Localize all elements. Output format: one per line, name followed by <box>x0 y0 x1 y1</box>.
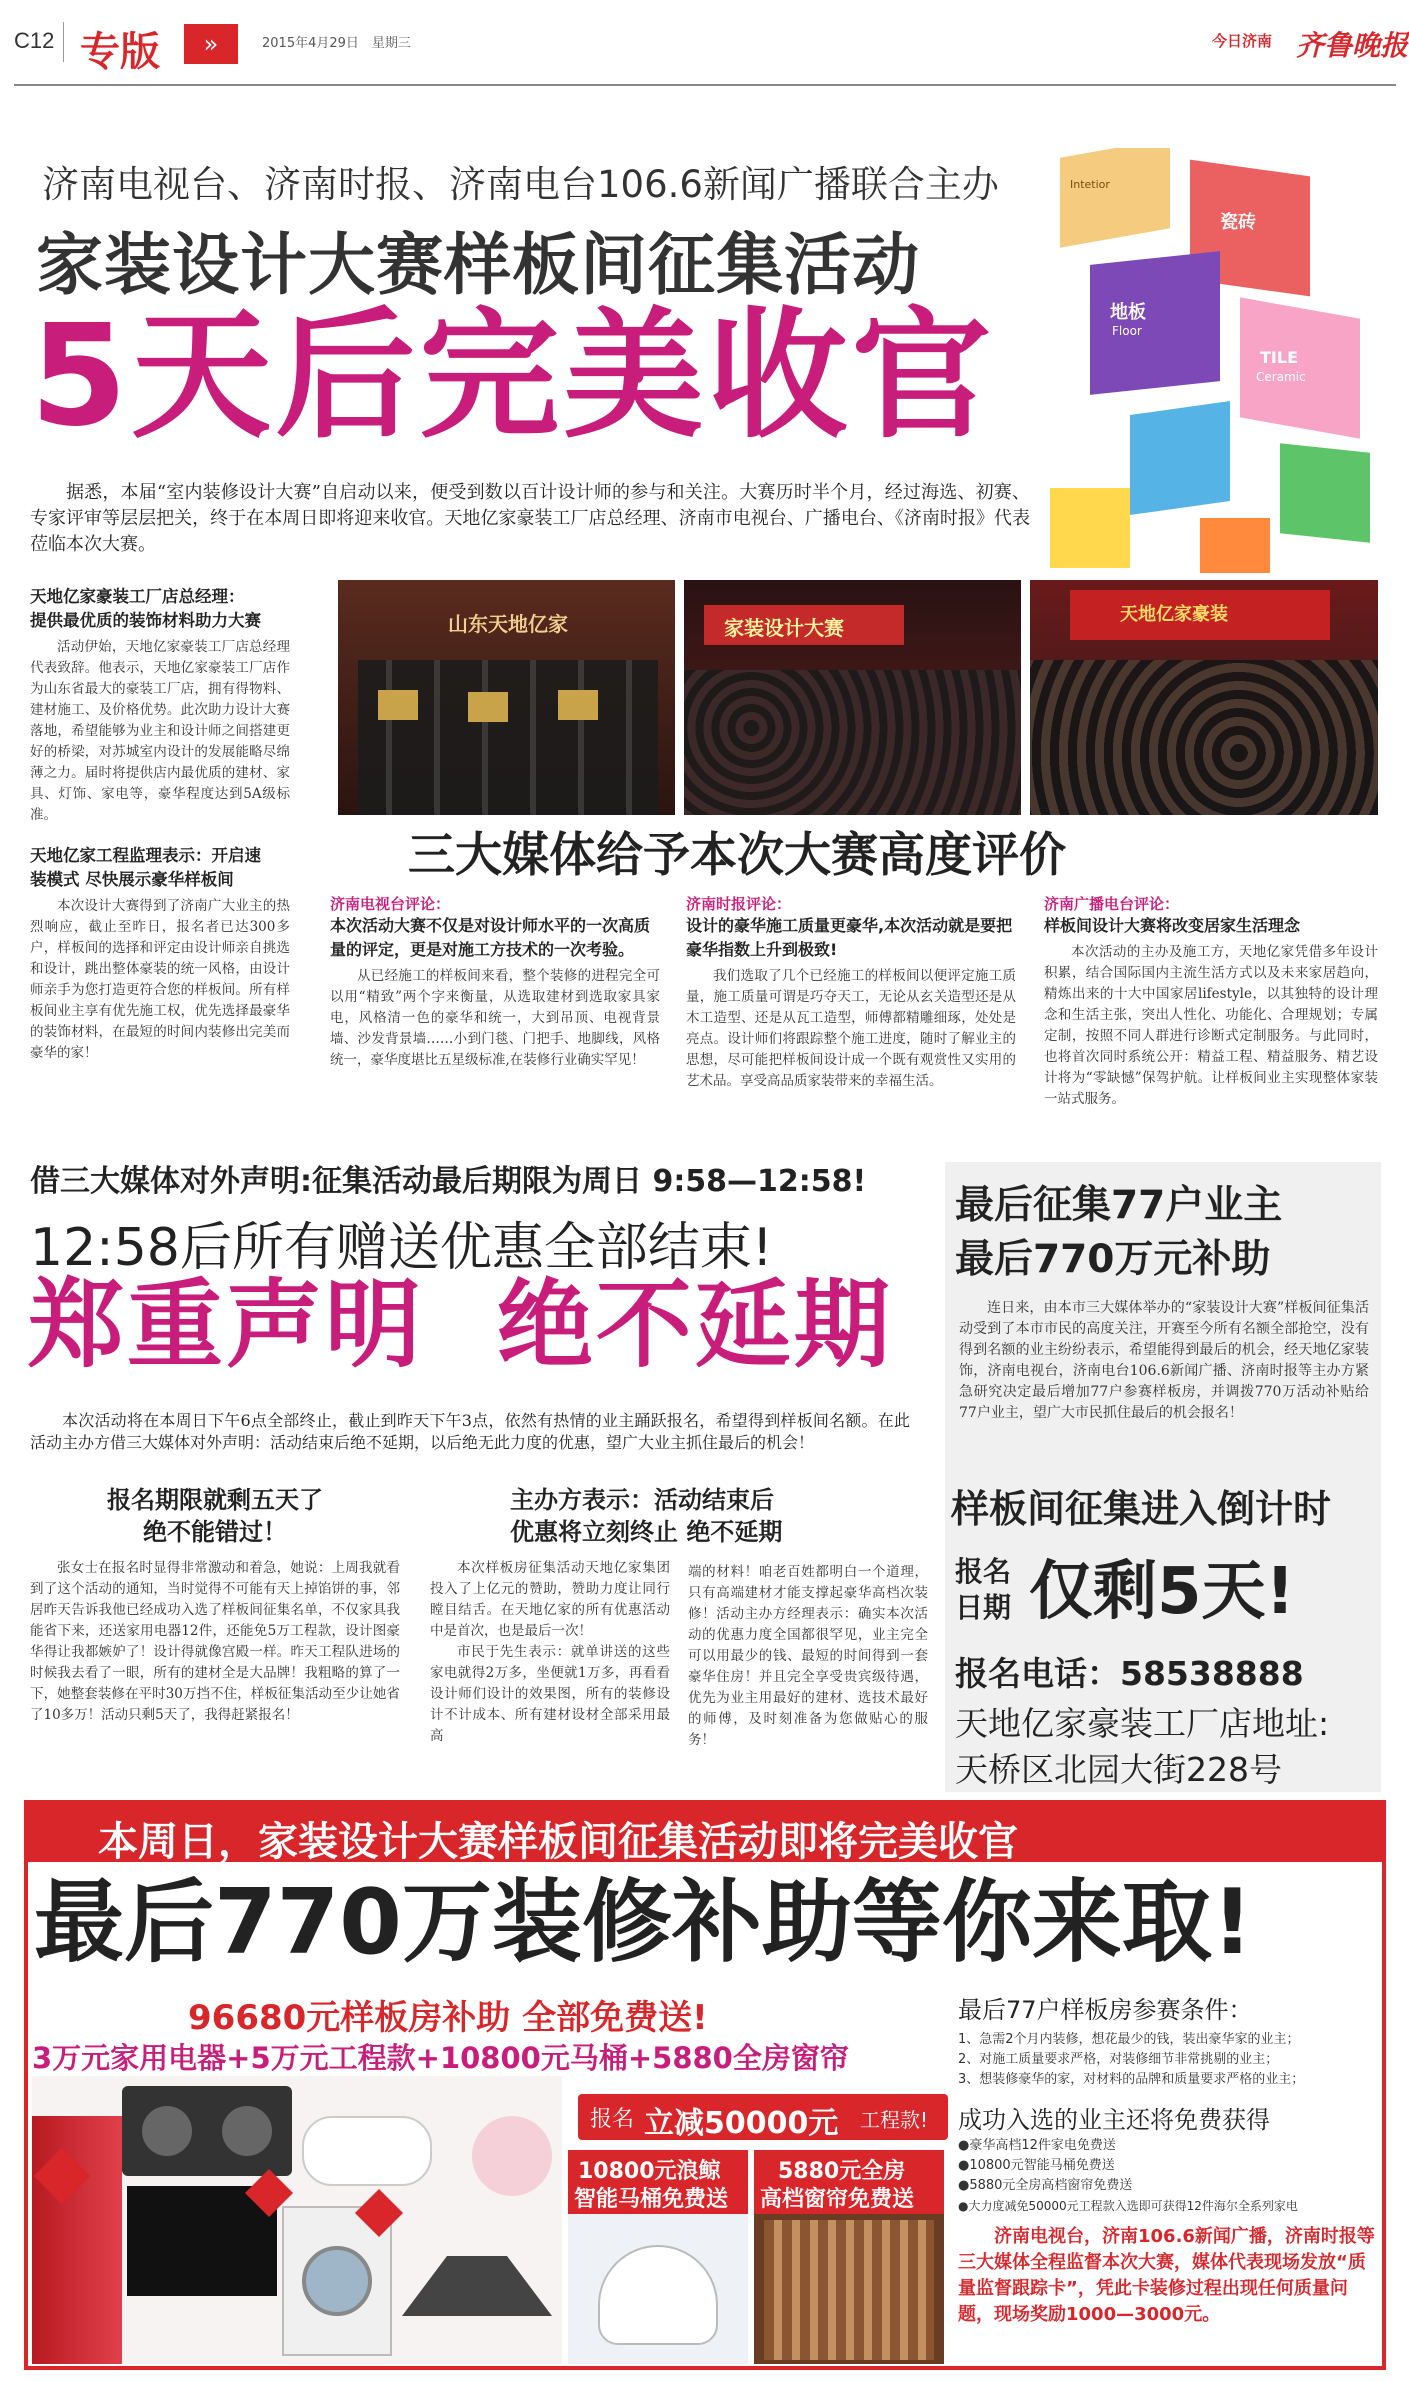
cube-label: TILE <box>1260 348 1298 367</box>
cube-label: Ceramic <box>1256 370 1306 384</box>
cube-label: 地板 <box>1110 302 1146 323</box>
gift-item: ●大力度减免50000元工程款入选即可获得12件海尔全系列家电 <box>958 2199 1298 2213</box>
condition-item: 2、对施工质量要求严格，对装修细节非常挑剔的业主； <box>958 2052 1279 2067</box>
condition-item: 3、想装修豪华的家，对材料的品牌和质量要求严格的业主； <box>958 2072 1305 2087</box>
paper-name: 齐鲁晚报 <box>1296 29 1409 62</box>
date-label-1: 报名 <box>955 1555 1012 1588</box>
cube-label: Intetior <box>1070 178 1110 191</box>
gift-item: ●豪华高档12件家电免费送 <box>958 2138 1116 2153</box>
media-subhead: 设计的豪华施工质量更豪华,本次活动就是要把豪华指数上升到极致! <box>686 916 1013 959</box>
event-photo-ceremony <box>684 580 1021 815</box>
side-body: 连日来，由本市三大媒体举办的“家装设计大赛”样板间征集活动受到了本市市民的高度关注，开赛至今所有名额全部抢空，没有得到名额的业主纷纷表示，希望能得到最后的机会，经天地亿家装饰，济南电视台，济南电台106.6新闻广播、济南时报等主办方紧急研究决定最后增加77户参赛样板房，并调拨770万活动补贴给77户业主，望广大市民抓住最后的机会报名！ <box>959 1300 1369 1421</box>
media-column-tv <box>330 893 660 1071</box>
condition-item: 1、急需2个月内装修，想花最少的钱，装出豪华家的业主； <box>958 2032 1300 2047</box>
media-label: 济南广播电台评论： <box>1044 895 1180 913</box>
award-board <box>558 690 598 720</box>
media-body: 从已经施工的样板间来看，整个装修的进程完全可以用“精致”两个字来衡量，从选取建材到选取家具家电，风格清一色的豪华和统一，大到吊顶、电视背景墙、沙发背景墙……小到门毯、门把手、地脚线，风格统一，豪华度堪比五星级标准,在装修行业确实罕见！ <box>330 968 660 1068</box>
page-number: C12 <box>14 28 55 53</box>
toilet-offer-a: 10800元浪鲸 <box>578 2159 721 2184</box>
announce-col3 <box>688 1562 928 1751</box>
closing-statement: 济南电视台，济南106.6新闻广播，济南时报等三大媒体全程监督本次大赛，媒体代表现场发放“质量监督跟踪卡”，凭此卡装修过程出现任何质量问题，现场奖励1000—3000元。 <box>958 2226 1375 2325</box>
section-arrow-icon: » <box>184 24 238 64</box>
left-body-2: 本次设计大赛得到了济南广大业主的热烈响应，截止至昨日，报名者已达300多户，样板间的选择和评定由设计师亲自挑选和设计，跳出整体豪装的统一风格，由设计师亲手为您打造更符合您的样板间。所有样板间业主享有优先施工权，优先选择最豪华的装饰材料，在最短的时间内装修出完美而豪华的家！ <box>30 898 290 1061</box>
award-board <box>378 690 418 720</box>
conditions-list <box>958 2030 1378 2090</box>
curtain-offer-a: 5880元全房 <box>778 2159 906 2184</box>
cube <box>1240 297 1360 438</box>
media-subhead: 样板间设计大赛将改变居家生活理念 <box>1044 916 1301 935</box>
washer-door-icon <box>302 2246 372 2316</box>
burner-icon <box>222 2106 272 2156</box>
curtain-image <box>764 2220 934 2360</box>
left-column <box>30 585 290 1064</box>
water-heater-image <box>302 2116 432 2186</box>
curtain-offer-b: 高档窗帘免费送 <box>760 2187 915 2212</box>
crowd-graphic <box>1030 660 1378 815</box>
left-heading-1b: 提供最优质的装饰材料助力大赛 <box>30 611 261 630</box>
free-gifts-title: 成功入选的业主还将免费获得 <box>958 2106 1270 2134</box>
bottom-ad-frame <box>24 1800 1386 2370</box>
side-title-1: 最后征集77户业主 <box>955 1183 1283 1228</box>
media-label: 济南电视台评论： <box>330 895 451 913</box>
media-subhead: 本次活动大赛不仅是对设计师水平的一次高质量的评定，更是对施工方技术的一次考验。 <box>330 916 651 959</box>
toilet-offer-b: 智能马桶免费送 <box>574 2187 729 2212</box>
date-label-2: 日期 <box>955 1591 1012 1624</box>
col2-heading-1: 主办方表示：活动结束后 <box>510 1486 774 1514</box>
bottom-big-headline: 最后770万装修补助等你来取! <box>34 1870 1253 1975</box>
header-rule <box>14 84 1396 86</box>
col1-heading-2: 绝不能错过！ <box>143 1518 287 1546</box>
left-heading-1a: 天地亿家豪装工厂店总经理： <box>30 587 245 606</box>
announce-intro: 本次活动将在本周日下午6点全部终止，截止到昨天下午3点，依然有热情的业主踊跃报名，希望得到样板间名额。在此活动主办方借三大媒体对外声明：活动结束后绝不延期，以后绝无此力度的优惠，望广大业主抓住最后的机会！ <box>30 1411 910 1452</box>
section-title: 专版 <box>80 29 160 75</box>
left-heading-2a: 天地亿家工程监理表示：开启速 <box>30 846 261 865</box>
page-header <box>0 0 1409 90</box>
appliance-collage <box>32 2076 562 2364</box>
photo-banner-text: 家装设计大赛 <box>724 616 844 640</box>
main-headline: 5天后完美收官 <box>30 295 996 458</box>
cube <box>1200 518 1270 573</box>
side-title-2: 最后770万元补助 <box>955 1237 1271 1282</box>
range-hood-image <box>402 2256 552 2316</box>
cube <box>1050 488 1130 568</box>
end-line: 12:58后所有赠送优惠全部结束! <box>30 1218 773 1278</box>
col2-body-2: 市民于先生表示：就单讲送的这些家电就得2万多，坐便就1万多，再看看设计师们设计的效果图，所有的装修设计不计成本、所有建材设材全部采用最高 <box>430 1644 670 1744</box>
cube <box>1130 401 1230 515</box>
discount-tag <box>578 2094 948 2140</box>
toilet-image <box>598 2245 718 2345</box>
left-body-1: 活动伊始，天地亿家豪装工厂店总经理代表致辞。他表示，天地亿家豪装工厂店作为山东省最大的豪装工厂店，拥有得物料、建材施工、及价格优势。此次助力设计大赛落地，希望能够为业主和设计师之间搭建更好的桥梁，对苏城室内设计的发展能略尽绵薄之力。届时将提供店内最优质的建材、家具、灯饰、家电等，豪华程度达到5A级标准。 <box>30 639 290 823</box>
discount-tag-b: 立减50000元 <box>644 2106 839 2141</box>
cube <box>1060 148 1170 248</box>
lead-paragraph: 据悉，本届“室内装修设计大赛”自启动以来，便受到数以百计设计师的参与和关注。大赛历时半个月，经过海选、初赛、专家评审等层层把关，终于在本周日即将迎来收官。天地亿家豪装工厂店总经理、济南市电视台、广播电台、《济南时报》代表莅临本次大赛。 <box>30 482 1030 555</box>
event-photo-audience <box>1030 580 1378 815</box>
store-address-label: 天地亿家豪装工厂店地址: <box>955 1704 1330 1743</box>
issue-date: 2015年4月29日 星期三 <box>262 36 411 51</box>
left-heading-2b: 装模式 尽快展示豪华样板间 <box>30 870 234 889</box>
announce-col2 <box>430 1484 783 1747</box>
bottom-banner <box>28 1804 1382 1865</box>
media-evaluation-title: 三大媒体给予本次大赛高度评价 <box>408 828 1066 883</box>
gift-item: ●10800元智能马桶免费送 <box>958 2158 1115 2173</box>
burner-icon <box>142 2106 192 2156</box>
conditions-block <box>958 1994 1378 2328</box>
rice-cooker-image <box>472 2116 552 2196</box>
col2-body: 本次样板房征集活动天地亿家集团投入了上亿元的赞助，赞助力度让同行瞠目结舌。在天地亿家的所有优惠活动中是首次，也是最后一次！ <box>430 1560 670 1639</box>
photo-banner-text: 天地亿家豪装 <box>1120 604 1228 625</box>
toilet-offer <box>568 2150 748 2364</box>
event-photo-award <box>338 580 675 815</box>
col2-heading-2: 优惠将立刻终止 绝不延期 <box>510 1518 783 1546</box>
divider-vertical <box>63 22 64 62</box>
discount-tag-a: 报名 <box>590 2107 635 2132</box>
deadline-line: 借三大媒体对外声明:征集活动最后期限为周日 9:58—12:58! <box>30 1164 867 1199</box>
fridge-image <box>32 2116 122 2364</box>
only-five-days: 仅剩5天! <box>1029 1555 1295 1629</box>
countdown-title: 样板间征集进入倒计时 <box>951 1487 1332 1531</box>
media-column-radio <box>1044 893 1378 1110</box>
discount-tag-c: 工程款! <box>860 2108 929 2132</box>
media-body: 本次活动的主办及施工方，天地亿家凭借多年设计积累，结合国际国内主流生活方式以及未来家居趋向，精炼出来的十大中国家居lifestyle，以其独特的设计理念和生活主张，突出人性化、功能化、合理规划；专属定制，按照不同人群进行诊断式定制服务。与此同时，也将首次同时系统公开：精益工程、精益服务、精艺设计将为“零缺憾”保驾护航。让样板间业主实现整体家装一站式服务。 <box>1044 944 1378 1107</box>
announce-col1 <box>30 1484 400 1726</box>
cube-label: 瓷砖 <box>1220 212 1256 233</box>
signup-phone: 报名电话：58538888 <box>955 1654 1304 1693</box>
store-address: 天桥区北园大街228号 <box>955 1750 1282 1789</box>
curtain-offer <box>754 2150 944 2364</box>
side-recruit-box <box>945 1162 1381 1792</box>
col1-heading-1: 报名期限就剩五天了 <box>107 1486 323 1514</box>
event-title: 家装设计大赛样板间征集活动 <box>36 226 920 304</box>
media-label: 济南时报评论： <box>686 895 792 913</box>
decor-cubes-graphic <box>1050 148 1390 573</box>
conditions-title: 最后77户样板房参赛条件： <box>958 1996 1253 2024</box>
header-tag: 今日济南 <box>1212 32 1273 50</box>
gift-item: ●5880元全房高档窗帘免费送 <box>958 2178 1133 2193</box>
media-body: 我们选取了几个已经施工的样板间以便评定施工质量，施工质量可谓是巧夺天工，无论从玄关造型还是从木工造型、还是从瓦工造型，师傅都精雕细琢，处处是亮点。设计师们将跟踪整个施工进度，随时了解业主的思想，尽可能把样板间设计成一个既有观赏性又实用的艺术品。享受高品质家装带来的幸福生活。 <box>686 968 1016 1089</box>
cube-label: Floor <box>1112 324 1142 338</box>
solemn-statement: 郑重声明 绝不延期 <box>28 1269 893 1381</box>
organizers-line: 济南电视台、济南时报、济南电台106.6新闻广播联合主办 <box>42 163 999 206</box>
col1-body: 张女士在报名时显得非常激动和着急，她说：上周我就看到了这个活动的通知，当时觉得不可能有天上掉馅饼的事，邻居昨天告诉我他已经成功入选了样板间征集名单，不仅家具我能省下来，还送家用电器12件，还能免5万工程款，设计图豪华得让我都嫉妒了！设计得就像宫殿一样。昨天工程队进场的时候我去看了一眼，所有的建材全是大品牌！我粗略的算了一下，她整套装修在平时30万挡不住，样板征集活动至少让她省了10多万！活动只剩5天了，我得赶紧报名！ <box>30 1560 400 1723</box>
gift-items-line: 3万元家用电器+5万元工程款+10800元马桶+5880全房窗帘 <box>32 2041 849 2075</box>
crowd-graphic <box>684 670 1021 815</box>
free-gifts-list <box>958 2136 1378 2216</box>
cube <box>1280 443 1370 542</box>
person-silhouette <box>358 660 658 815</box>
photo-banner-text: 山东天地亿家 <box>448 612 568 636</box>
subsidy-line: 96680元样板房补助 全部免费送! <box>188 1998 708 2038</box>
media-column-times <box>686 893 1016 1092</box>
bottom-banner-text: 本周日，家装设计大赛样板间征集活动即将完美收官 <box>98 1819 1018 1865</box>
award-board <box>468 692 508 722</box>
col3-body: 端的材料！咱老百姓都明白一个道理，只有高端建材才能支撑起豪华高档次装修！活动主办方经理表示：确实本次活动的优惠力度全国都很罕见，业主完全可以用最少的钱、最短的时间得到一套豪华住房！并且完全享受贵宾级待遇，优先为业主用最好的建材、选技术最好的师傅，及时刻准备为您做贴心的服务！ <box>688 1564 928 1748</box>
